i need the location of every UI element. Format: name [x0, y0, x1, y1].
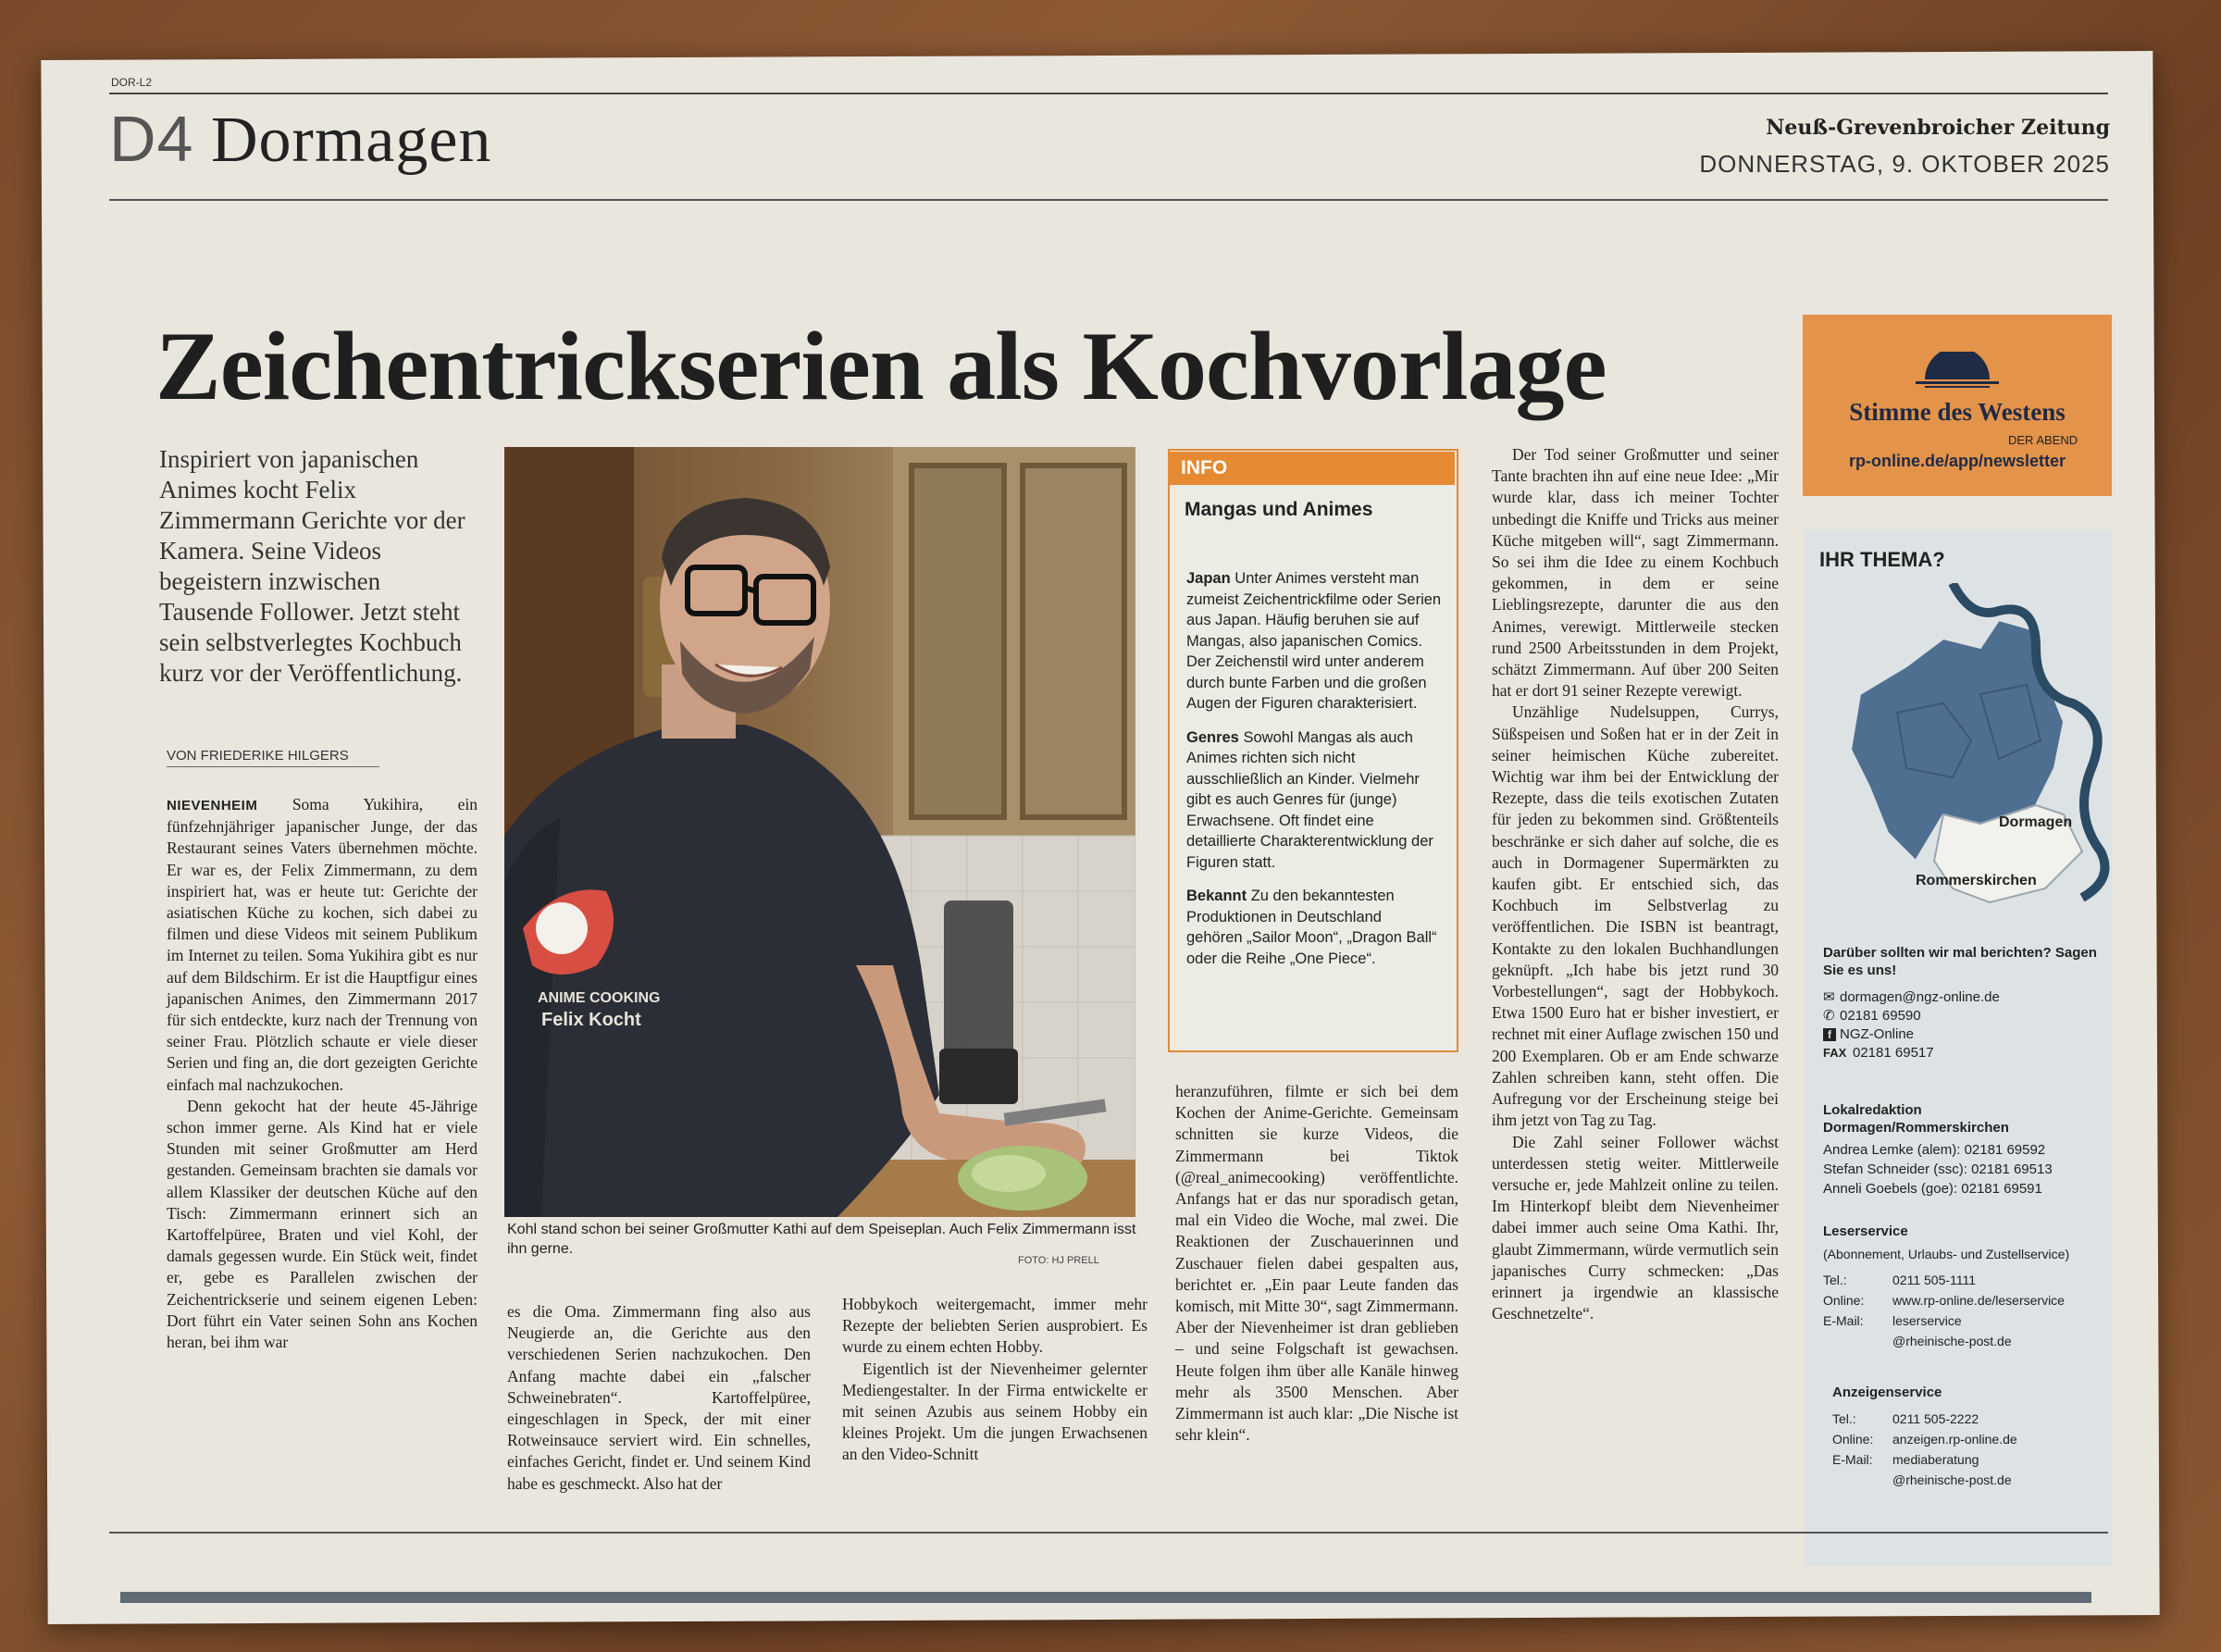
- service-row: @rheinische-post.de: [1892, 1334, 2012, 1348]
- paragraph: Unzählige Nudelsuppen, Currys, Süßspeisen und Soßen hat er in der Zeit in seiner heimischen Küche zubereitet. Wichtig war ihm bei der Entwicklung der Rezepte, dass die teils exotischen Zutaten für jeden zu bekommen sind. Größtenteils beschränke er sich daher auf solche, die es auch in Dormagener Supermärkten zu kaufen gibt. Er entschied sich, das Kochbuch im Selbstverlag zu veröffentlichen. Die ISBN ist beantragt, Kontakte zu den lokalen Buchhandlungen geknüpft. „Ich habe bis jetzt rund 30 Vorbestellungen“, sagt der Hobbykoch. Etwa 1500 Euro hat er bisher investiert, er rechnet mit einer Auflage zwischen 150 und 200 Exemplaren. Ob er am Ende schwarze Zahlen schreiben kann, steht offen. Die Aufregung vor der Erscheinung steige bei ihm jetzt von Tag zu Tag.: [1492, 702, 1779, 1130]
- info-entry-genres: [1186, 727, 1442, 874]
- paragraph: [167, 794, 478, 1096]
- info-entry-japan: [1186, 568, 1442, 714]
- section-name: Dormagen: [210, 105, 492, 176]
- info-term: Bekannt: [1186, 888, 1247, 904]
- leserservice-desc: (Abonnement, Urlaubs- und Zustellservice): [1823, 1247, 2070, 1261]
- page-id: DOR-L2: [111, 76, 153, 89]
- paragraph: Denn gekocht hat der heute 45-Jährige schon immer gerne. Als Kind hat er viele Stunden mit seiner Großmutter am Herd gestanden. Gemeinsam brachten sie damals vor allem Klassiker der deutschen Küche auf den Tisch: Zimmermann erinnert sich an Kartoffelpüree, Braten und viel Kohl, der damals gegessen wurde. Ein Stück weit, findet er, gebe es Parallelen zwischen der Zeichentrickserie und seinem eigenen Leben: Dort führt ein Vater seinen Sohn ans Kochen heran, bei ihm war: [167, 1096, 478, 1352]
- contact-item[interactable]: ✉ dormagen@ngz-online.de: [1823, 989, 2000, 1005]
- ad-title: Stimme des Westens: [1849, 398, 2066, 426]
- service-row[interactable]: E-Mail: leserservice: [1823, 1313, 1962, 1328]
- contact-item[interactable]: f NGZ-Online: [1823, 1025, 2101, 1044]
- article-headline: Zeichentrickserien als Kochvorlage: [155, 312, 1607, 420]
- footer-rule: [109, 1532, 2108, 1534]
- phone-icon: ✆: [1823, 1008, 1835, 1024]
- byline: VON FRIEDERIKE HILGERS: [167, 748, 379, 767]
- staff-entry: Stefan Schneider (ssc): 02181 69513: [1823, 1161, 2053, 1177]
- info-entry-bekannt: [1186, 886, 1442, 969]
- paragraph: es die Oma. Zimmermann fing also aus Neugierde an, die Gerichte aus den verschiedenen Serien nachzukochen. Den Anfang machte dabei ein „falscher Schweinebraten“. Kartoffelpüree, eingeschlagen in Speck, der mit einer Rotweinsauce serviert wird. Ein schnelles, einfaches Gericht, findet er. Und seinem Kind habe es geschmeckt. Also hat der: [507, 1302, 811, 1493]
- paragraph: Die Zahl seiner Follower wächst unterdessen stetig weiter. Mittlerweile versuche er, jede Mahlzeit online zu teilen. Im Hinterkopf bleibt dem Nievenheimer dabei immer auch seine Oma Kathi. Ihr, glaubt Zimmermann, würde vermutlich sein japanisches Curry schmecken: „Das erinnert ja irgendwie an klassische Geschnetzelte“.: [1492, 1132, 1779, 1323]
- service-row[interactable]: Online: www.rp-online.de/leserservice: [1823, 1293, 2065, 1308]
- info-text: [1186, 568, 1442, 982]
- staff-entry: Anneli Goebels (goe): 02181 69591: [1823, 1181, 2042, 1197]
- ad-url-link[interactable]: rp-online.de/app/newsletter: [1848, 452, 2066, 470]
- service-row[interactable]: Online: anzeigen.rp-online.de: [1832, 1432, 2017, 1447]
- anzeigen-title: Anzeigenservice: [1832, 1385, 1942, 1400]
- info-definition: Zu den bekanntesten Produktionen in Deutschland gehören „Sailor Moon“, „Dragon Ball“ oder die Reihe „One Piece“.: [1186, 888, 1437, 967]
- leserservice-list: [1823, 1270, 2101, 1351]
- info-term: Japan: [1186, 570, 1231, 587]
- map-label-rommerskirchen: Rommerskirchen: [1916, 873, 2037, 888]
- info-term: Genres: [1186, 728, 1239, 746]
- photo-credit: FOTO: HJ PRELL: [1018, 1255, 1099, 1266]
- apron-text-2: Felix Kocht: [541, 1010, 641, 1030]
- facebook-icon: f: [1823, 1028, 1836, 1041]
- issue-date: DONNERSTAG, 9. OKTOBER 2025: [1699, 150, 2110, 178]
- info-definition: Sowohl Mangas als auch Animes richten sich nicht ausschließlich an Kinder. Vielmehr gibt es auch Genres für (junge) Erwachsene. Oft findet eine detaillierte Charakterentwicklung der Figuren statt.: [1186, 728, 1433, 871]
- header-rule-lower: [109, 199, 2108, 201]
- article-column-4: [1175, 1081, 1458, 1446]
- leserservice-title: Leserservice: [1823, 1223, 1908, 1239]
- article-column-3: [842, 1294, 1148, 1466]
- sidebar-title: IHR THEMA?: [1819, 548, 1945, 571]
- header-rule: [109, 93, 2108, 94]
- article-column-1: [167, 794, 478, 1353]
- dateline-location: NIEVENHEIM: [167, 798, 258, 814]
- apron-text-1: ANIME COOKING: [538, 990, 661, 1006]
- paragraph: Hobbykoch weitergemacht, immer mehr Rezepte der beliebten Serien ausprobiert. Es wurde zu einem echten Hobby.: [842, 1295, 1148, 1357]
- service-row[interactable]: Tel.: 0211 505-1111: [1823, 1273, 1977, 1287]
- sidebar-prompt: Darüber sollten wir mal berichten? Sagen Sie es uns!: [1823, 945, 2097, 978]
- contact-item[interactable]: ✆ 02181 69590: [1823, 1008, 1921, 1024]
- contact-list: [1823, 988, 2101, 1062]
- service-row[interactable]: Tel.: 0211 505-2222: [1832, 1411, 1979, 1426]
- staff-entry: Andrea Lemke (alem): 02181 69592: [1823, 1142, 2046, 1158]
- article-photo: [504, 447, 1135, 1217]
- anzeigen-list: [1832, 1409, 2101, 1490]
- masthead: Neuß-Grevenbroicher Zeitung: [1766, 116, 2110, 140]
- contact-item: FAX 02181 69517: [1823, 1045, 1934, 1061]
- ad-subtitle: DER ABEND: [2008, 433, 2078, 447]
- article-column-2: [507, 1301, 811, 1495]
- redaktion-title: Lokalredaktion Dormagen/Rommerskirchen: [1823, 1102, 2009, 1136]
- article-column-5: [1492, 444, 1779, 1324]
- paragraph-text: Soma Yukihira, ein fünfzehnjähriger japanischer Junge, der das Restaurant seines Vaters übernehmen möchte. Er war es, der Felix Zimmermann, zu dem inspiriert hat, was er heute tut: Gerichte der asiatischen Küche zu kochen, sich dabei zu filmen und diese Videos mit seinem Publikum im Internet zu teilen. Soma Yukihira gibt es nur auf dem Bildschirm. Er ist die Hauptfigur eines japanischen Animes, den Zimmermann 2017 für sich entdeckte, kurz nach der Trennung von seiner Frau. Plötzlich schaute er viele dieser Serien und fing an, die dort gezeigten Gerichte einfach mal nachzukochen.: [167, 795, 478, 1094]
- mail-icon: ✉: [1823, 989, 1835, 1005]
- article-teaser: Inspiriert von japanischen Animes kocht Felix Zimmermann Gerichte vor der Kamera. Seine Videos begeistern inzwischen Tausende Follower. Jetzt steht sein selbstverlegtes Kochbuch kurz vor der Veröffentlichung.: [159, 445, 465, 687]
- service-row[interactable]: E-Mail: mediaberatung: [1832, 1452, 1979, 1467]
- section-title: [109, 102, 491, 178]
- paragraph: heranzuführen, filmte er sich bei dem Kochen der Anime-Gerichte. Gemeinsam schnitten sie kurze Videos, die Zimmermann bei Tiktok (@real_animecooking) veröffentlichte. Anfangs hat er das nur sporadisch getan, mal ein Video die Woche, mal zwei. Die Reaktionen der Zuschauerinnen und Zuschauer fielen dabei gespalten aus, berichtet er. „Ein paar Leute fanden das komisch, mit Mitte 30“, sagt Zimmermann. Aber der Nievenheimer ist dran geblieben – und seine Folgschaft ist gewachsen. Heute folgen ihm über alle Kanäle hinweg mehr als 3500 Menschen. Aber Zimmermann ist auch klar: „Die Nische ist sehr klein“.: [1175, 1082, 1458, 1445]
- map-label-dormagen: Dormagen: [1999, 814, 2073, 830]
- info-tag: INFO: [1168, 452, 1455, 485]
- info-definition: Unter Animes versteht man zumeist Zeichentrickfilme oder Serien aus Japan. Häufig beruhen sie auf Mangas, also japanischen Comics. Der Zeichenstil wird unter anderem durch bunte Farben und die großen Augen der Figuren charakterisiert.: [1186, 570, 1442, 712]
- chef-photo-illustration: [504, 447, 1135, 1217]
- paragraph: Der Tod seiner Großmutter und seiner Tante brachten ihn auf eine neue Idee: „Mir wurde klar, dass ich meiner Tochter unbedingt die Kniffe und Tricks aus meiner Küche mitgeben will“, sagt Zimmermann. So sei ihm die Idee zu einem Kochbuch gekommen, in dem er seine Lieblingsrezepte, darunter die aus den Animes, verewigt. Mittlerweile stecken rund 2500 Arbeitsstunden in dem Projekt, schätzt Zimmermann. Auf über 200 Seiten hat er dort 91 seiner Rezepte verewigt.: [1492, 445, 1779, 701]
- service-row: @rheinische-post.de: [1892, 1472, 2012, 1487]
- sunset-logo-icon: [1916, 352, 1999, 389]
- info-title: Mangas und Animes: [1185, 499, 1373, 520]
- redaktion-list: [1823, 1140, 2101, 1199]
- paragraph: Eigentlich ist der Nievenheimer gelernter Mediengestalter. In der Firma entwickelte er mit seinen Azubis aus seinem Hobby ein kleines Projekt. Um die jungen Erwachsenen an den Video-Schnitt: [842, 1359, 1148, 1464]
- section-number: D4: [109, 103, 194, 175]
- page-bottom-band: [120, 1592, 2091, 1603]
- photo-caption: Kohl stand schon bei seiner Großmutter Kathi auf dem Speiseplan. Auch Felix Zimmermann isst ihn gerne.: [507, 1222, 1136, 1257]
